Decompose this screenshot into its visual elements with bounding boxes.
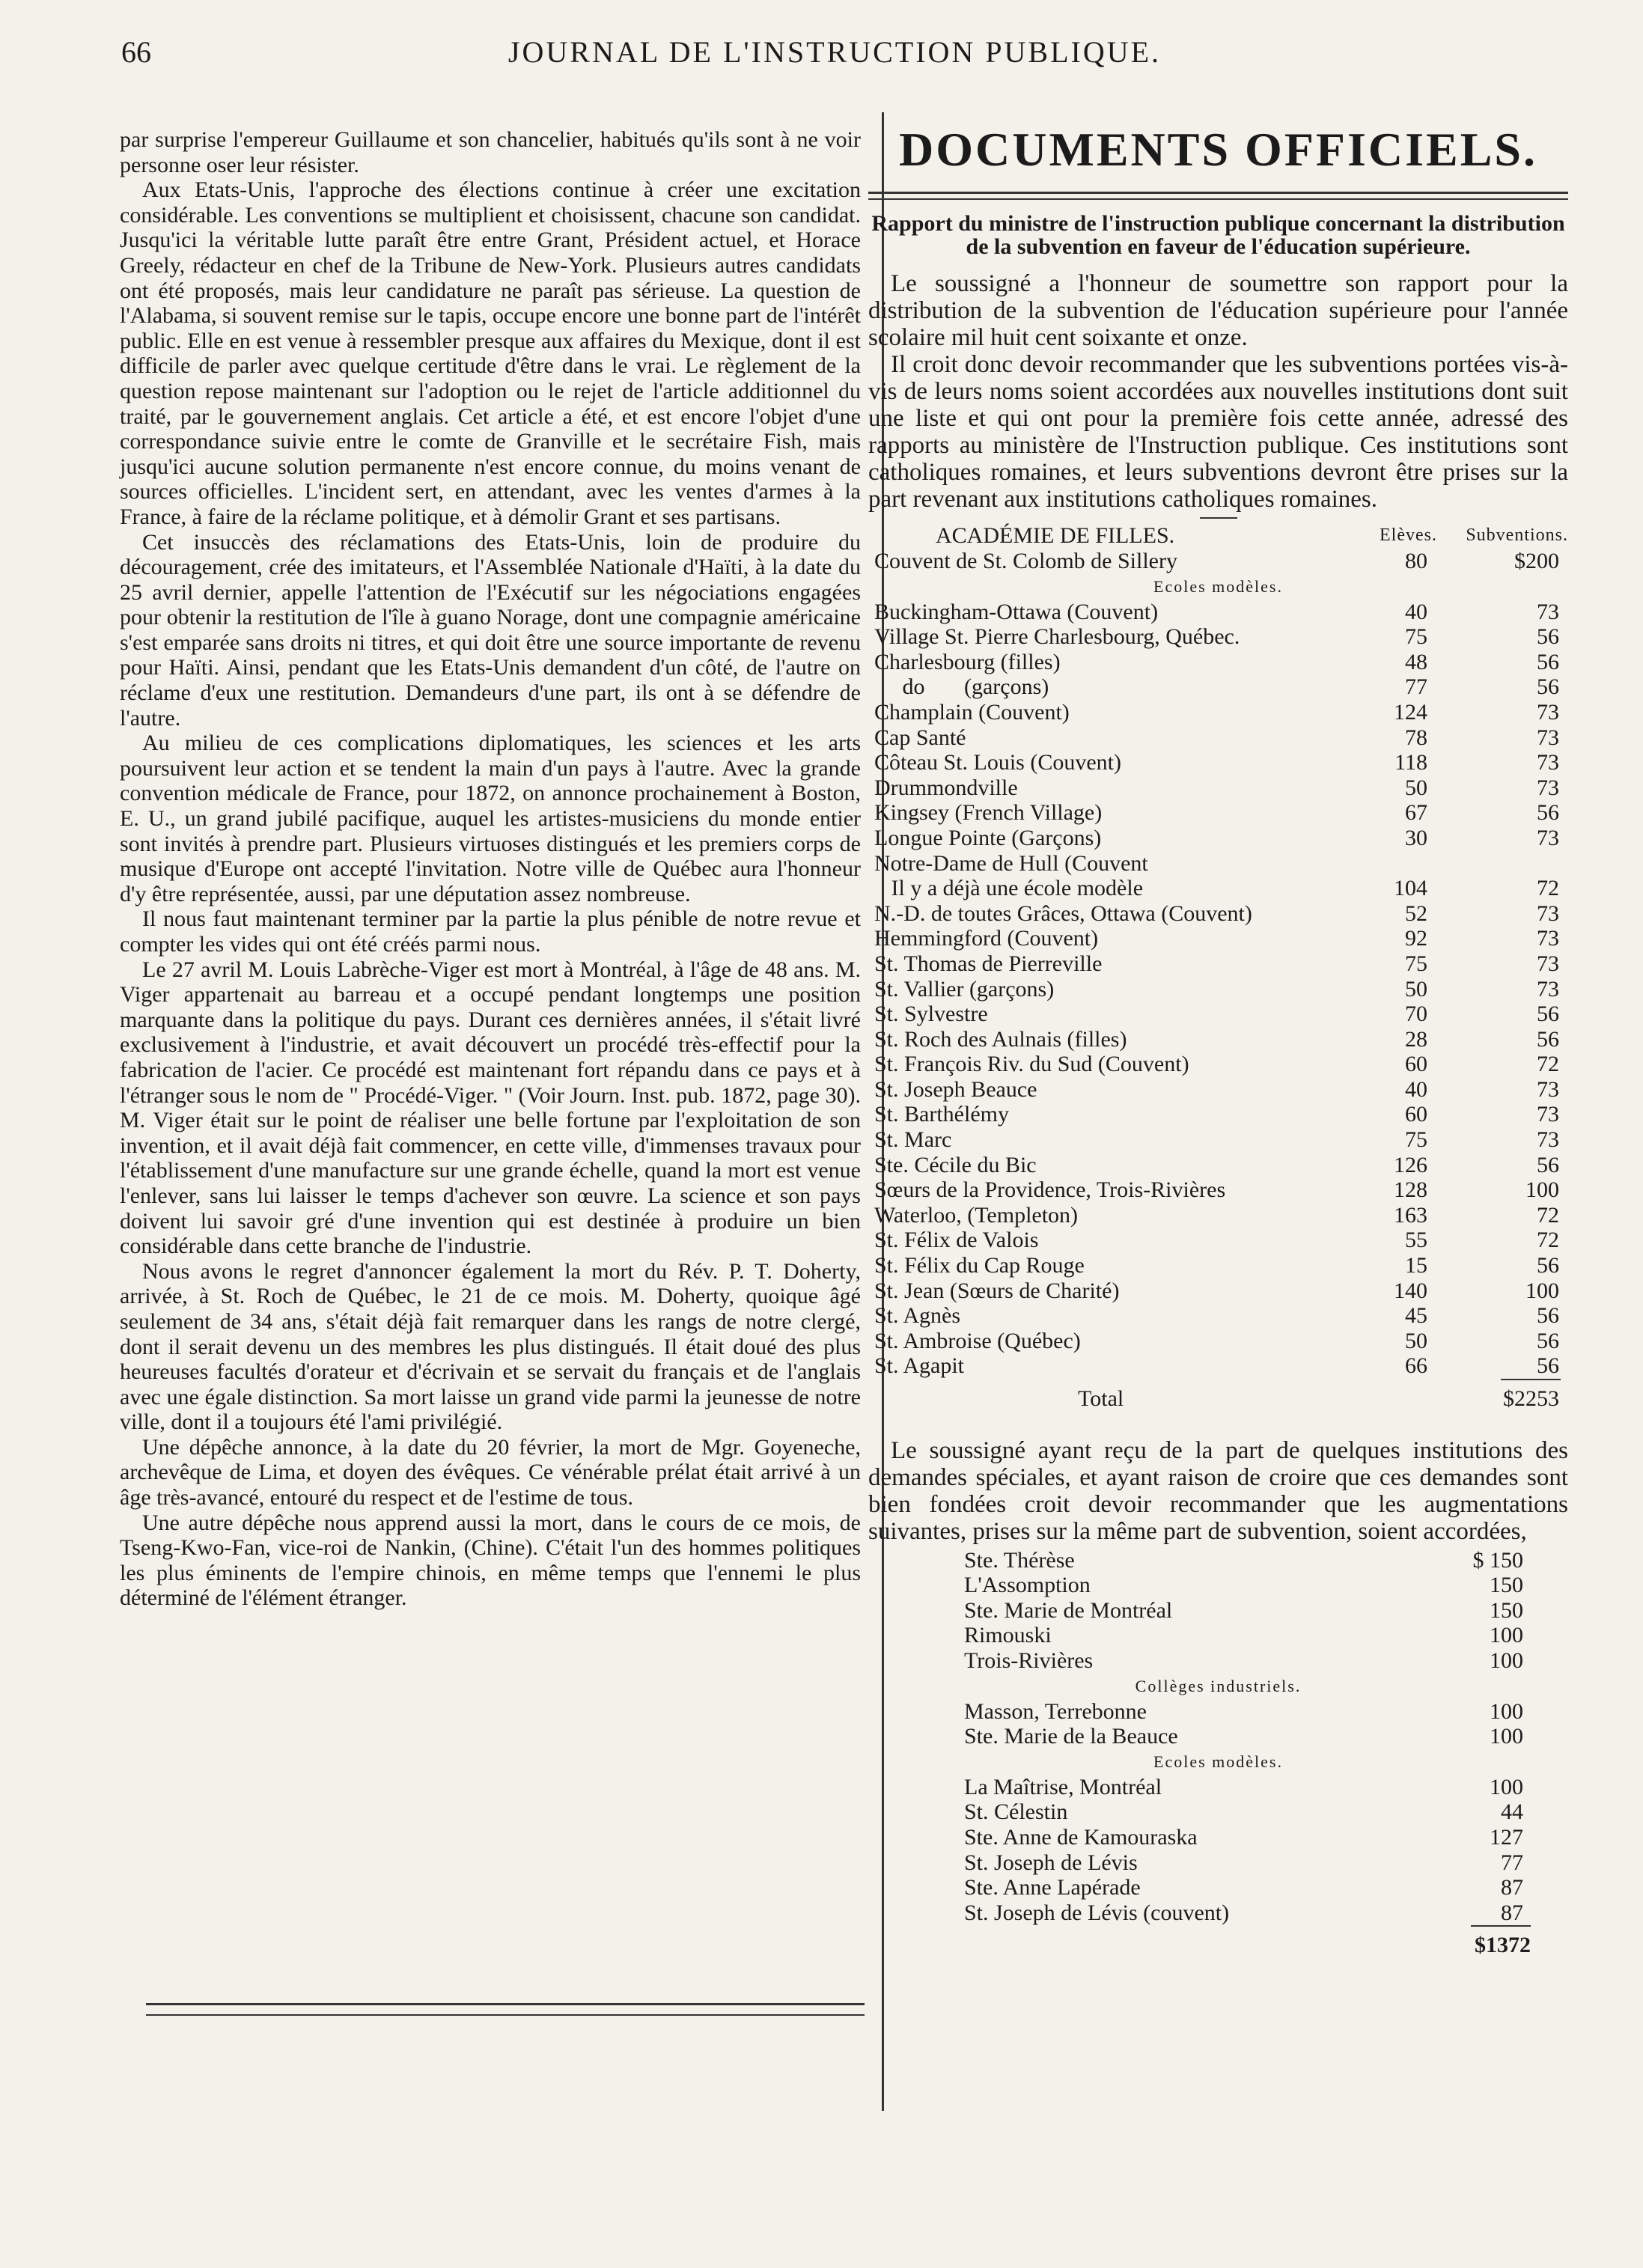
- row-eleves: 66: [1405, 1353, 1427, 1379]
- list-item: [868, 1699, 1568, 1725]
- ecoles-list: [868, 1775, 1568, 1926]
- table-row: [868, 674, 1568, 700]
- table-row: [868, 750, 1568, 775]
- table-row: [868, 951, 1568, 977]
- table-row: [868, 926, 1568, 951]
- row-subvention: 73: [1537, 951, 1559, 976]
- list-item: [868, 1724, 1568, 1749]
- subheading-ecoles: Ecoles modèles.: [1153, 1752, 1283, 1771]
- list-item: [868, 1850, 1568, 1876]
- table-row: [868, 1353, 1568, 1379]
- row-eleves: 92: [1405, 926, 1427, 951]
- row-subvention: 73: [1537, 750, 1559, 775]
- table-row: [868, 800, 1568, 826]
- row-name: Ste. Cécile du Bic: [874, 1152, 1037, 1177]
- table-row: [868, 1052, 1568, 1077]
- short-rule: [1200, 517, 1237, 519]
- row-subvention: 73: [1537, 1102, 1559, 1127]
- row-subvention: 72: [1537, 1228, 1559, 1253]
- table-body: [868, 600, 1568, 1379]
- list-item: [868, 1623, 1568, 1648]
- row-eleves: 60: [1405, 1102, 1427, 1127]
- list-item-value: 127: [1490, 1824, 1523, 1850]
- row-eleves: 28: [1405, 1026, 1427, 1052]
- row-subvention: 56: [1537, 1328, 1559, 1353]
- table-row: [868, 1228, 1568, 1253]
- table-row: [868, 1303, 1568, 1329]
- row-name: St. Agnès: [874, 1303, 961, 1329]
- table-row: [868, 1002, 1568, 1027]
- list-item-name: Rimouski: [964, 1623, 1052, 1648]
- page-number: 66: [121, 35, 151, 69]
- table-heading: ACADÉMIE DE FILLES.: [936, 523, 1175, 548]
- row-subvention: 73: [1537, 775, 1559, 800]
- row-eleves: 60: [1405, 1052, 1427, 1077]
- row-name: Couvent de St. Colomb de Sillery: [874, 549, 1177, 573]
- row-name: St. François Riv. du Sud (Couvent): [874, 1052, 1189, 1077]
- page-header: [112, 28, 1557, 76]
- end-rule: [146, 2003, 865, 2016]
- row-name: Champlain (Couvent): [874, 699, 1070, 725]
- row-subvention: 73: [1537, 1076, 1559, 1102]
- row-eleves: 67: [1405, 800, 1427, 826]
- right-column: [868, 120, 1568, 1963]
- row-subvention: 72: [1537, 1202, 1559, 1228]
- row-name: Drummondville: [874, 775, 1018, 800]
- list-item-value: 87: [1501, 1875, 1523, 1900]
- list-item-value: 150: [1490, 1573, 1523, 1598]
- row-subvention: 73: [1537, 976, 1559, 1002]
- report-paragraph: Le soussigné a l'honneur de soumettre son rapport pour la distribution de la subvention de l'éducation supérieure pour l'année scolaire mil huit cent soixante et onze.: [868, 270, 1568, 351]
- row-subvention: 56: [1537, 1353, 1559, 1379]
- table-row: [868, 1102, 1568, 1127]
- row-name: do (garçons): [874, 674, 1049, 700]
- row-subvention: 72: [1537, 876, 1559, 901]
- row-name: Hemmingford (Couvent): [874, 926, 1099, 951]
- table-row: [868, 876, 1568, 901]
- total-rule: [868, 1379, 1568, 1386]
- list-item-value: 100: [1490, 1647, 1523, 1673]
- row-subvention: 56: [1537, 800, 1559, 826]
- report-paragraph: Il croit donc devoir recommander que les subventions portées vis-à-vis de leurs noms soient accordées aux nouvelles institutions dont suit une liste et qui ont pour la première fois cette année, adressé des rapports au ministère de l'Instruction publique. Ces institutions sont catholiques romaines, et leurs subventions devront être prises sur la part revenant aux institutions catholiques romaines.: [868, 351, 1568, 513]
- row-eleves: 128: [1394, 1177, 1427, 1203]
- row-subvention: 56: [1537, 649, 1559, 674]
- row-eleves: 124: [1394, 699, 1427, 725]
- row-name: St. Sylvestre: [874, 1002, 988, 1027]
- table-row: [868, 700, 1568, 725]
- row-subvention: $200: [1514, 549, 1559, 573]
- row-eleves: 40: [1405, 599, 1427, 624]
- list-item-value: 87: [1501, 1900, 1523, 1925]
- table-row: [868, 826, 1568, 851]
- list-item-value: 100: [1490, 1724, 1523, 1749]
- table-row: [868, 1177, 1568, 1203]
- row-eleves: 75: [1405, 951, 1427, 976]
- list-item: [868, 1900, 1568, 1926]
- list-item-name: La Maîtrise, Montréal: [964, 1774, 1162, 1799]
- row-eleves: 80: [1405, 549, 1427, 573]
- row-eleves: 126: [1394, 1152, 1427, 1177]
- row-name: Buckingham-Ottawa (Couvent): [874, 599, 1159, 624]
- row-subvention: 56: [1537, 624, 1559, 650]
- paragraph: Il nous faut maintenant terminer par la partie la plus pénible de notre revue et compter les vides qui ont été créés parmi nous.: [120, 906, 861, 957]
- table-header: [868, 523, 1568, 549]
- report-body: [868, 270, 1568, 513]
- row-name: Cap Santé: [874, 725, 966, 750]
- row-eleves: 50: [1405, 976, 1427, 1002]
- row-subvention: 100: [1525, 1278, 1559, 1303]
- grand-total-rule: [868, 1925, 1568, 1933]
- table-row: [868, 977, 1568, 1002]
- list-item-value: 77: [1501, 1850, 1523, 1875]
- row-subvention: 73: [1537, 699, 1559, 725]
- list-item: [868, 1825, 1568, 1850]
- row-eleves: 104: [1394, 876, 1427, 901]
- row-eleves: 75: [1405, 624, 1427, 650]
- row-subvention: 72: [1537, 1052, 1559, 1077]
- list-item: [868, 1775, 1568, 1800]
- row-name: Waterloo, (Templeton): [874, 1202, 1079, 1228]
- table-row: [868, 624, 1568, 650]
- paragraph: Le 27 avril M. Louis Labrèche-Viger est mort à Montréal, à l'âge de 48 ans. M. Viger appartenait au barreau et a occupé pendant longtemps une position marquante dans la politique du pays. Durant ces dernières années, il s'était livré exclusivement à l'industrie, et avait découvert un procédé très-effectif pour la fabrication de l'acier. Ce procédé est maintenant fort répandu dans ce pays et à l'étranger sous le nom de " Procédé-Viger. " (Voir Journ. Inst. pub. 1872, page 30). M. Viger était sur le point de réaliser une belle fortune par l'exploitation de son invention, et il avait déjà fait commencer, en cette ville, d'immenses travaux pour l'établissement d'une manufacture sur une grande échelle, quand la mort est venue l'enlever, sans lui laisser le temps d'achever son œuvre. La science et son pays doivent lui savoir gré d'une invention qui est destinée à produire un bien considérable dans cette branche de l'industrie.: [120, 957, 861, 1259]
- table-row: [868, 1127, 1568, 1153]
- row-name: Notre-Dame de Hull (Couvent: [874, 850, 1148, 876]
- list-item-value: $ 150: [1472, 1547, 1523, 1573]
- paragraph: Cet insuccès des réclamations des Etats-Unis, loin de produire du découragement, crée des imitateurs, et l'Assemblée Nationale d'Haïti, à la date du 25 avril dernier, appelle l'attention de l'Exécutif sur les négociations engagées pour obtenir la restitution de l'île à guano Norage, dont une compagnie américaine s'est emparée sans droits ni titres, et qui doit être une source importante de revenu pour Haïti. Ainsi, pendant que les Etats-Unis demandent d'un côté, de l'autre on réclame d'eux une restitution. Demandeurs d'une part, ils ont à se défendre de l'autre.: [120, 529, 861, 731]
- list-item-name: St. Joseph de Lévis: [964, 1850, 1138, 1875]
- table-row: [868, 1329, 1568, 1354]
- row-name: St. Joseph Beauce: [874, 1076, 1037, 1102]
- subheading-colleges: Collèges industriels.: [1135, 1676, 1302, 1695]
- list-item-name: St. Joseph de Lévis (couvent): [964, 1900, 1230, 1925]
- table-row: [868, 775, 1568, 801]
- row-name: St. Thomas de Pierreville: [874, 951, 1103, 976]
- list-item-name: Ste. Marie de la Beauce: [964, 1724, 1178, 1749]
- grand-total-row: [868, 1933, 1568, 1963]
- table-row: [868, 1203, 1568, 1228]
- augmentations-list: [868, 1548, 1568, 1674]
- report-heading: Rapport du ministre de l'instruction publique concernant la distribution de la subvention en faveur de l'éducation supérieure.: [871, 211, 1565, 259]
- row-name: Côteau St. Louis (Couvent): [874, 750, 1121, 775]
- row-eleves: 77: [1405, 674, 1427, 700]
- row-eleves: 78: [1405, 725, 1427, 750]
- row-subvention: 73: [1537, 900, 1559, 926]
- col-subventions-header: Subventions.: [1466, 525, 1568, 545]
- row-eleves: 70: [1405, 1002, 1427, 1027]
- row-subvention: 100: [1525, 1177, 1559, 1203]
- row-eleves: 48: [1405, 649, 1427, 674]
- row-subvention: 56: [1537, 674, 1559, 700]
- row-name: Sœurs de la Providence, Trois-Rivières: [874, 1177, 1226, 1203]
- row-name: St. Félix du Cap Rouge: [874, 1253, 1085, 1278]
- row-subvention: 73: [1537, 1127, 1559, 1153]
- row-eleves: 75: [1405, 1127, 1427, 1153]
- list-item: [868, 1573, 1568, 1598]
- paragraph: Une dépêche annonce, à la date du 20 février, la mort de Mgr. Goyeneche, archevêque de Lima, et doyen des évêques. Ce vénérable prélat était arrivé à un âge très-avancé, entouré du respect et de l'estime de tous.: [120, 1434, 861, 1511]
- table-row: [868, 1253, 1568, 1278]
- list-item-value: 100: [1490, 1774, 1523, 1799]
- row-subvention: 73: [1537, 599, 1559, 624]
- total-row: [868, 1386, 1568, 1412]
- row-eleves: 40: [1405, 1076, 1427, 1102]
- list-item-name: St. Célestin: [964, 1799, 1068, 1825]
- list-item: [868, 1799, 1568, 1825]
- grand-total: $1372: [1475, 1933, 1531, 1958]
- row-subvention: 73: [1537, 926, 1559, 951]
- total-label: Total: [1078, 1386, 1124, 1411]
- table-subheading: Ecoles modèles.: [1153, 576, 1283, 596]
- title-rule: [868, 192, 1568, 200]
- list-item-name: Ste. Marie de Montréal: [964, 1597, 1173, 1623]
- row-name: N.-D. de toutes Grâces, Ottawa (Couvent): [874, 900, 1252, 926]
- row-name: Kingsey (French Village): [874, 800, 1103, 826]
- list-item: [868, 1548, 1568, 1573]
- row-eleves: 55: [1405, 1228, 1427, 1253]
- list-item-name: Ste. Anne de Kamouraska: [964, 1824, 1198, 1850]
- row-eleves: 50: [1405, 775, 1427, 800]
- row-name: Longue Pointe (Garçons): [874, 825, 1102, 850]
- running-title: JOURNAL DE L'INSTRUCTION PUBLIQUE.: [507, 35, 1162, 69]
- list-item-name: Trois-Rivières: [964, 1647, 1094, 1673]
- row-subvention: 56: [1537, 1002, 1559, 1027]
- list-item-name: Ste. Thérèse: [964, 1547, 1075, 1573]
- row-subvention: 56: [1537, 1152, 1559, 1177]
- row-subvention: 73: [1537, 825, 1559, 850]
- row-name: St. Vallier (garçons): [874, 976, 1055, 1002]
- list-item-value: 150: [1490, 1597, 1523, 1623]
- list-item-name: Ste. Anne Lapérade: [964, 1875, 1141, 1900]
- report-paragraph: Le soussigné ayant reçu de la part de quelques institutions des demandes spéciales, et ayant raison de croire que ces demandes sont bien fondées croit devoir recommander que les augmentations suivantes, prises sur la même part de subvention, soient accordées,: [868, 1436, 1568, 1545]
- list-item-name: L'Assomption: [964, 1573, 1091, 1598]
- table-row: [868, 851, 1568, 877]
- row-eleves: 50: [1405, 1328, 1427, 1353]
- list-item-name: Masson, Terrebonne: [964, 1698, 1147, 1724]
- row-name: St. Ambroise (Québec): [874, 1328, 1081, 1353]
- table-row: [868, 1077, 1568, 1103]
- row-eleves: 15: [1405, 1253, 1427, 1278]
- row-eleves: 52: [1405, 900, 1427, 926]
- second-paragraph-block: [868, 1437, 1568, 1545]
- table-row: [868, 901, 1568, 927]
- table-row: [868, 650, 1568, 675]
- paragraph: Aux Etats-Unis, l'approche des élections continue à créer une excitation considérable. Les conventions se multiplient et choisissent, chacune son candidat. Jusqu'ici la véritable lutte paraît être entre Grant, Président actuel, et Horace Greely, rédacteur en chef de la Tribune de New-York. Plusieurs autres candidats ont été proposés, mais leur candidature ne paraît pas sérieuse. La question de l'Alabama, si souvent remise sur le tapis, occupe encore une bonne part de l'intérêt public. Elle en est venue à ressembler presque aux affaires du Mexique, dont il est difficile de parler avec quelque certitude d'être dans le vrai. Le règlement de la question repose maintenant sur l'adoption ou le rejet de l'article additionnel du traité, par le gouvernement anglais. Cet article a été, et est encore l'objet d'une correspondance suivie entre le comte de Granville et le secrétaire Fish, mais jusqu'ici aucune solution permanente n'est encore connue, du moins venant de sources officielles. L'incident sert, en attendant, avec les ventes d'armes à la France, à faire de la réclame politique, et à démolir Grant et ses partisans.: [120, 177, 861, 529]
- paragraph: Nous avons le regret d'annoncer également la mort du Rév. P. T. Doherty, arrivée, à St. Roch de Québec, le 21 de ce mois. M. Doherty, quoique âgé seulement de 34 ans, s'était déjà fait remarquer dans les rangs de notre clergé, dont il serait devenu un des membres les plus distingués. Il était doué des plus heureuses facultés d'orateur et d'écrivain et se servait du français et de l'anglais avec une égale distinction. Sa mort laisse un grand vide parmi la jeunesse de notre ville, dont il a toujours été l'ami privilégié.: [120, 1258, 861, 1435]
- row-name: St. Jean (Sœurs de Charité): [874, 1278, 1120, 1303]
- row-name: Village St. Pierre Charlesbourg, Québec.: [874, 624, 1240, 650]
- row-name: Charlesbourg (filles): [874, 649, 1061, 674]
- paragraph: par surprise l'empereur Guillaume et son chancelier, habitués qu'ils sont à ne voir personne oser leur résister.: [120, 127, 861, 177]
- paragraph: Au milieu de ces complications diplomatiques, les sciences et les arts poursuivent leur action et se tendent la main d'un pays à l'autre. Avec la grande convention médicale de France, pour 1872, on annonce prochainement à Boston, E. U., un grand jubilé pacifique, auquel les artistes-musiciens du monde entier sont invités à prendre part. Plusieurs virtuoses distingués et les premiers corps de musique d'Europe ont accepté l'invitation. Notre ville de Québec aura l'honneur d'y être représentée, aussi, par une députation assez nombreuse.: [120, 731, 861, 906]
- col-eleves-header: Elèves.: [1380, 525, 1437, 545]
- row-subvention: 56: [1537, 1303, 1559, 1329]
- section-title: DOCUMENTS OFFICIELS.: [899, 123, 1537, 176]
- row-eleves: 30: [1405, 825, 1427, 850]
- row-eleves: 118: [1394, 750, 1427, 775]
- row-subvention: 56: [1537, 1253, 1559, 1278]
- colleges-list: [868, 1699, 1568, 1749]
- list-item-value: 100: [1490, 1698, 1523, 1724]
- table-row: [868, 549, 1568, 574]
- list-item-value: 100: [1490, 1623, 1523, 1648]
- row-subvention: 73: [1537, 725, 1559, 750]
- row-subvention: 56: [1537, 1026, 1559, 1052]
- table-row: [868, 1027, 1568, 1052]
- left-column: [120, 127, 861, 1611]
- paragraph: Une autre dépêche nous apprend aussi la mort, dans le cours de ce mois, de Tseng-Kwo-Fan, vice-roi de Nankin, (Chine). C'était l'un des hommes politiques les plus éminents de l'empire chinois, en même temps que l'ennemi le plus déterminé de l'élément étranger.: [120, 1510, 861, 1611]
- list-item: [868, 1875, 1568, 1900]
- total-value: $2253: [1503, 1386, 1559, 1411]
- table-row: [868, 1278, 1568, 1304]
- row-name: Il y a déjà une école modèle: [874, 876, 1144, 901]
- table-row: [868, 725, 1568, 751]
- row-eleves: 140: [1394, 1278, 1427, 1303]
- table-row: [868, 600, 1568, 625]
- row-name: St. Agapit: [874, 1353, 965, 1379]
- list-item-value: 44: [1501, 1799, 1523, 1825]
- list-item: [868, 1648, 1568, 1674]
- row-eleves: 163: [1394, 1202, 1427, 1228]
- row-name: St. Félix de Valois: [874, 1228, 1039, 1253]
- row-name: St. Barthélémy: [874, 1102, 1009, 1127]
- table-row: [868, 1153, 1568, 1178]
- row-eleves: 45: [1405, 1303, 1427, 1329]
- row-name: St. Roch des Aulnais (filles): [874, 1026, 1127, 1052]
- row-name: St. Marc: [874, 1127, 952, 1153]
- list-item: [868, 1598, 1568, 1624]
